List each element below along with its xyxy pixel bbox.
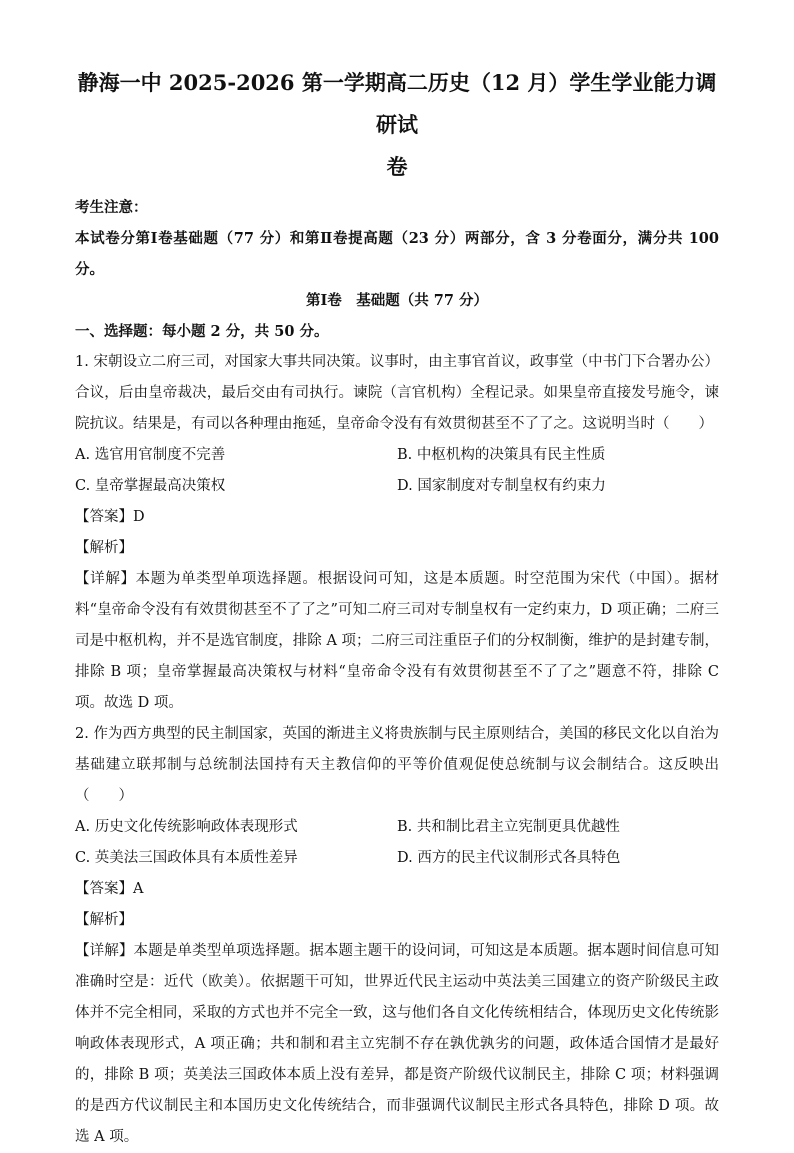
question-stem: 1. 宋朝设立二府三司，对国家大事共同决策。议事时，由主事官首议，政事堂（中书门下合署办公）合议，后由皇帝裁决，最后交由有司执行。谏院（言官机构）全程记录。如果皇帝直接发号施令，谏院抗议。结果是，有司以各种理由拖延，皇帝命令没有有效贯彻甚至不了了之。这说明当时（ ） [75, 354, 719, 432]
detail-explanation: 【详解】本题为单类型单项选择题。根据设问可知，这是本质题。时空范围为宋代（中国）。据材料“皇帝命令没有有效贯彻甚至不了了之”可知二府三司对专制皇权有一定约束力，D 项正确；二府三司是中枢机构，并不是选官制度，排除 A 项；二府三司注重臣子们的分权制衡，维护的是封建专制，排除 B 项；皇帝掌握最高决策权与材料“皇帝命令没有有效贯彻甚至不了了之”题意不符，排除 C 项。故选 D 项。 [75, 571, 719, 711]
notice-label: 考生注意： [75, 199, 148, 216]
answer: 【答案】A [75, 881, 144, 897]
analysis-label: 【解析】 [75, 912, 133, 928]
option-a: A. 选官用官制度不完善 [75, 447, 226, 463]
question-1 [75, 347, 719, 719]
option-a: A. 历史文化传统影响政体表现形式 [75, 819, 298, 835]
detail-explanation: 【详解】本题是单类型单项选择题。据本题主题干的设问词，可知这是本质题。据本题时间信息可知准确时空是：近代（欧美）。依据题干可知，世界近代民主运动中英法美三国建立的资产阶级民主政体并不完全相同，采取的方式也并不完全一致，这与他们各自文化传统相结合，体现历史文化传统影响政体表现形式，A 项正确；共和制和君主立宪制不存在孰优孰劣的问题，政体适合国情才是最好的，排除 B 项；英美法三国政体本质上没有差异，都是资产阶级代议制民主，排除 C 项；材料强调的是西方代议制民主和本国历史文化传统结合，而非强调代议制民主形式各具特色，排除 D 项。故选 A 项。 [75, 943, 719, 1145]
title-line-2: 卷 [386, 154, 408, 179]
section-title: 第Ⅰ卷 基础题（共 77 分） [305, 292, 489, 309]
question-2 [75, 719, 719, 1153]
option-b: B. 共和制比君主立宪制更具优越性 [397, 819, 620, 835]
option-c: C. 英美法三国政体具有本质性差异 [75, 850, 298, 866]
answer: 【答案】D [75, 509, 145, 525]
notice-text: 本试卷分第Ⅰ卷基础题（77 分）和第Ⅱ卷提高题（23 分）两部分，含 3 分卷面分，满分共 100 分。 [75, 230, 719, 278]
part-heading: 一、选择题：每小题 2 分，共 50 分。 [75, 323, 329, 340]
title-line-1: 静海一中 2025-2026 第一学期高二历史（12 月）学生学业能力调研试 [77, 70, 717, 137]
question-stem: 2. 作为西方典型的民主制国家，英国的渐进主义将贵族制与民主原则结合，美国的移民文化以自治为基础建立联邦制与总统制法国持有天主教信仰的平等价值观促使总统制与议会制结合。这反映出（ ） [75, 726, 719, 804]
options-grid [75, 812, 719, 874]
option-c: C. 皇帝掌握最高决策权 [75, 478, 226, 494]
option-d: D. 国家制度对专制皇权有约束力 [397, 478, 606, 494]
option-d: D. 西方的民主代议制形式各具特色 [397, 850, 621, 866]
option-b: B. 中枢机构的决策具有民主性质 [397, 447, 606, 463]
options-grid [75, 440, 719, 502]
document-title [75, 62, 719, 188]
analysis-label: 【解析】 [75, 540, 133, 556]
